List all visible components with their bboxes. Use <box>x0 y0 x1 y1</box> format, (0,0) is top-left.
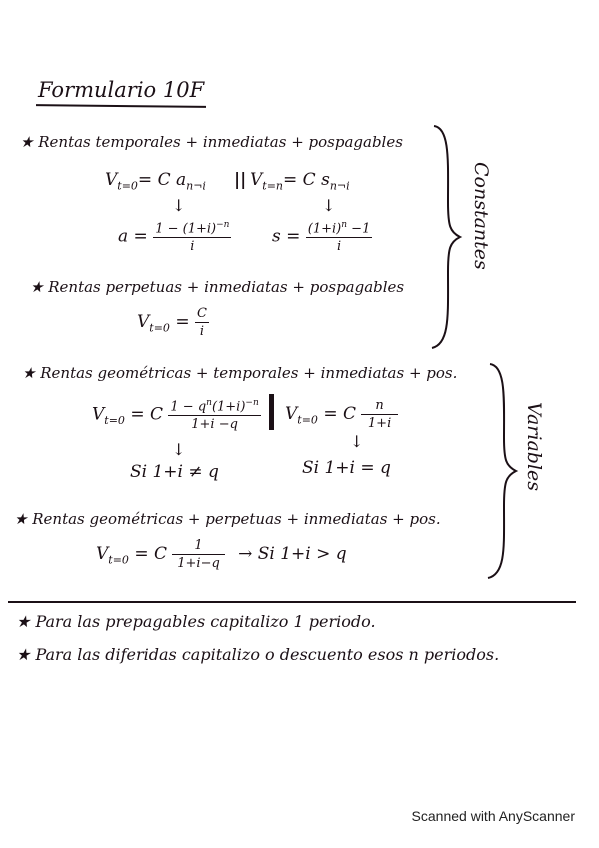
subscript: t=0 <box>117 179 138 193</box>
numerator <box>153 220 231 238</box>
formula-geometric-equal <box>285 398 398 431</box>
star-icon: ★ <box>14 510 28 528</box>
subscript: t=0 <box>108 553 129 567</box>
fraction <box>195 306 209 339</box>
numerator: 1 <box>172 538 224 555</box>
section-1-heading <box>20 133 403 151</box>
star-icon: ★ <box>20 133 34 151</box>
condition-equal: Si 1+i = q <box>302 458 391 478</box>
symbol-v: V <box>285 404 298 424</box>
superscript: n <box>206 398 212 408</box>
section-4-heading-text: Rentas geométricas + perpetuas + inmediatas + pos. <box>32 510 441 528</box>
note-prepagables <box>16 612 376 631</box>
denominator: 1+i <box>367 416 392 431</box>
numerator <box>306 220 373 238</box>
formula-geometric-perpetual <box>96 538 347 571</box>
condition-greater: → Si 1+i > q <box>238 544 347 564</box>
numerator-text: 1 − q <box>170 399 207 415</box>
section-1-heading-text: Rentas temporales + inmediatas + pospagables <box>38 133 403 151</box>
formula-rhs: = C s <box>283 170 330 190</box>
section-2-heading <box>30 278 404 296</box>
formula-geometric-temporal <box>92 398 261 432</box>
numerator-text: (1+i) <box>307 221 342 237</box>
numerator-tail: −1 <box>347 221 371 237</box>
constantes-label: Constantes <box>470 162 492 270</box>
subscript: t=0 <box>297 413 318 427</box>
formula-rhs: = C a <box>137 170 187 190</box>
denominator: i <box>199 324 205 339</box>
numerator: C <box>196 306 207 321</box>
superscript: −n <box>245 398 259 408</box>
variables-brace <box>484 360 524 582</box>
down-arrow-icon: ↓ <box>172 440 186 459</box>
denominator: 1+i−q <box>177 556 220 571</box>
symbol-v: V <box>92 404 105 425</box>
formula-separator: || <box>234 170 247 190</box>
symbol-v: V <box>250 170 263 190</box>
subscript: t=n <box>262 179 284 193</box>
formula-annuity-present <box>105 170 206 192</box>
symbol-v: V <box>137 312 150 332</box>
fraction <box>306 220 373 254</box>
note-text: Para las prepagables capitalizo 1 periodo. <box>35 612 376 631</box>
star-icon: ★ <box>16 645 31 664</box>
fraction <box>168 398 260 432</box>
denominator: 1+i −q <box>191 417 238 433</box>
symbol-v: V <box>105 170 118 190</box>
equals-c: = C <box>134 544 167 564</box>
condition-not-equal: Si 1+i ≠ q <box>130 462 219 482</box>
symbol-v: V <box>96 544 109 564</box>
subscript: n¬i <box>329 179 350 193</box>
scanner-watermark: Scanned with AnyScanner <box>411 808 575 824</box>
section-4-heading <box>14 510 441 528</box>
star-icon: ★ <box>16 612 31 631</box>
down-arrow-icon: ↓ <box>172 196 186 215</box>
formula-label: a = <box>118 226 148 247</box>
equals: = <box>175 312 190 332</box>
variables-label: Variables <box>523 402 545 492</box>
formula-label: s = <box>272 226 301 247</box>
note-text: Para las diferidas capitalizo o descuento esos n periodos. <box>35 645 500 664</box>
superscript: −n <box>216 220 230 230</box>
page-title: Formulario 10F <box>38 78 205 102</box>
subscript: t=0 <box>104 414 125 428</box>
constantes-brace <box>428 122 468 352</box>
fraction <box>172 538 224 571</box>
subscript: n¬i <box>186 179 206 193</box>
numerator <box>168 398 260 416</box>
superscript: n <box>341 220 348 230</box>
equals-c: = C <box>323 404 356 424</box>
fraction <box>361 398 397 431</box>
title-underline <box>36 104 206 108</box>
formula-divider <box>269 394 274 430</box>
section-3-heading <box>22 364 457 382</box>
subscript: t=0 <box>149 321 170 335</box>
numerator-text: 1 − (1+i) <box>155 221 217 237</box>
down-arrow-icon: ↓ <box>350 432 364 451</box>
numerator: n <box>361 398 397 415</box>
down-arrow-icon: ↓ <box>322 196 336 215</box>
section-divider <box>8 601 576 603</box>
numerator-mid: (1+i) <box>211 399 246 415</box>
formula-a <box>118 220 231 254</box>
denominator: i <box>336 239 342 255</box>
denominator: i <box>190 239 195 255</box>
fraction <box>153 220 231 254</box>
note-diferidas <box>16 645 499 664</box>
equals-c: = C <box>130 404 163 425</box>
formula-perpetuity <box>137 306 209 339</box>
formula-s <box>272 220 372 254</box>
section-3-heading-text: Rentas geométricas + temporales + inmediatas + pos. <box>40 364 458 382</box>
formula-annuity-future <box>250 170 350 192</box>
star-icon: ★ <box>30 278 44 296</box>
star-icon: ★ <box>22 364 36 382</box>
section-2-heading-text: Rentas perpetuas + inmediatas + pospagables <box>48 278 405 296</box>
